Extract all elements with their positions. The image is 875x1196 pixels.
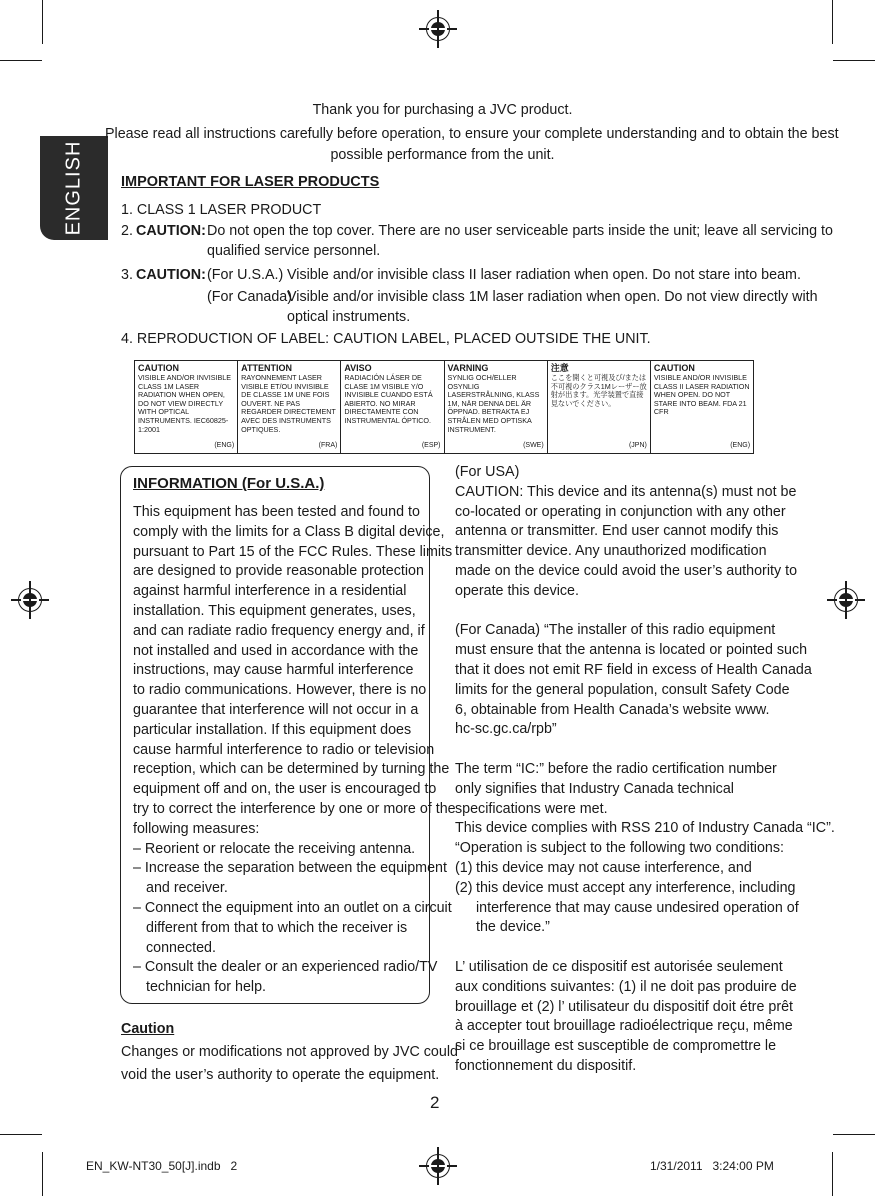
measure-line: – Connect the equipment into an outlet on a circuit <box>133 899 452 916</box>
registration-mark-icon <box>426 17 450 41</box>
info-line: cause harmful interference to radio or television <box>133 741 435 758</box>
right-line: This device complies with RSS 210 of Industry Canada “IC”. <box>455 820 835 837</box>
caution-line-1: Changes or modifications not approved by JVC could <box>121 1044 458 1060</box>
info-line: guarantee that interference will not occur in a <box>133 701 419 718</box>
label-panel-body: RADIACIÓN LÁSER DE CLASE 1M VISIBLE Y/O INVISIBLE CUANDO ESTÁ ABIERTO. NO MIRAR DIRECTAMENTE CON INSTRUMENTAL ÓPTICO. <box>344 373 433 425</box>
label-panel-title: ATTENTION <box>241 363 292 373</box>
label-panel-body: SYNLIG OCH/ELLER OSYNLIG LASERSTRÅLNING, KLASS 1M, NÄR DENNA DEL ÄR ÖPPNAD. BETRAKTA EJ STRÅLEN MED OPTISKA INSTRUMENT. <box>447 373 540 434</box>
right-line: operate this device. <box>455 582 579 599</box>
info-line: instructions, may cause harmful interference <box>133 662 414 679</box>
caution-label: CAUTION: <box>136 223 206 239</box>
condition-line <box>455 879 796 899</box>
right-line: must ensure that the antenna is located or pointed such <box>455 642 808 659</box>
page-number: 2 <box>430 1093 440 1112</box>
crop-mark <box>0 60 42 61</box>
right-column <box>455 463 835 1077</box>
label-panel-tag: (ENG) <box>730 442 751 450</box>
label-panel-body: VISIBLE AND/OR INVISIBLE CLASS II LASER RADIATION WHEN OPEN. DO NOT STARE INTO BEAM. FDA 21 CFR <box>653 373 750 417</box>
info-line: are designed to provide reasonable protection <box>133 563 424 580</box>
laser-canada-text: Visible and/or invisible class 1M laser radiation when open. Do not view directly with <box>287 289 818 305</box>
label-panel-tag: (ESP) <box>421 442 441 450</box>
right-line <box>455 740 775 760</box>
label-panel <box>135 361 238 453</box>
info-line: not installed and used in accordance with the <box>133 642 419 659</box>
right-line: The term “IC:” before the radio certification number <box>455 760 777 777</box>
measure-line: technician for help. <box>146 979 267 996</box>
crop-mark <box>832 1152 833 1196</box>
info-line: equipment off and on, the user is encouraged to <box>133 781 437 798</box>
item-number: 2. <box>121 223 133 239</box>
french-line: brouillage et (2) l’ utilisateur du dispositif doit étre prêt <box>455 998 794 1015</box>
french-line: fonctionnement du dispositif. <box>455 1057 637 1074</box>
crop-mark <box>0 1134 42 1135</box>
caution-label-reproduction <box>134 360 754 454</box>
right-line: co-located or operating in conjunction with any other <box>455 503 786 520</box>
right-line: antenna or transmitter. End user cannot modify this <box>455 523 779 540</box>
label-panel-title: CAUTION <box>138 363 179 373</box>
right-line: 6, obtainable from Health Canada’s website www. <box>455 701 770 718</box>
info-line: to radio communications. However, there is no <box>133 682 427 699</box>
label-panel-title: CAUTION <box>653 363 695 373</box>
info-line: and can radiate radio frequency energy and, if <box>133 622 425 639</box>
caution-heading: Caution <box>121 1021 175 1037</box>
intro-line-2: Please read all instructions carefully before operation, to ensure your complete understanding and to obtain the best <box>105 126 839 142</box>
laser-item-1: 1. CLASS 1 LASER PRODUCT <box>121 202 322 218</box>
french-line: si ce brouillage est susceptible de compromettre le <box>455 1038 777 1055</box>
right-line: only signifies that Industry Canada technical <box>455 780 734 797</box>
crop-mark <box>833 60 875 61</box>
condition-text: the device.” <box>476 919 550 936</box>
registration-mark-icon <box>426 1154 450 1178</box>
condition-text: this device may not cause interference, and <box>476 859 752 876</box>
region-canada: (For Canada) <box>207 289 293 305</box>
label-panel-body: ここを開くと可視及び/または不可視のクラス1Mレーザー放射が出ます。光学装置で直接見ないでください。 <box>550 373 647 408</box>
measure-line: and receiver. <box>146 880 228 897</box>
condition-line <box>455 899 799 919</box>
right-line: made on the device could avoid the user’s authority to <box>455 562 798 579</box>
laser-item-2-text-cont: qualified service personnel. <box>207 243 381 259</box>
laser-canada-text-cont: optical instruments. <box>287 309 411 325</box>
label-panel-tag: (ENG) <box>214 442 235 450</box>
label-panel-body: VISIBLE AND/OR INVISIBLE CLASS 1M LASER RADIATION WHEN OPEN, DO NOT VIEW DIRECTLY WITH OPTICAL INSTRUMENTS. IEC60825-1:2001 <box>138 373 232 434</box>
info-line: pursuant to Part 15 of the FCC Rules. These limits <box>133 543 453 560</box>
french-line: aux conditions suivantes: (1) il ne doit pas produire de <box>455 978 797 995</box>
footer-date: 1/31/2011 3:24:00 PM <box>650 1159 774 1173</box>
label-panel-body: RAYONNEMENT LASER VISIBLE ET/OU INVISIBLE DE CLASSE 1M UNE FOIS OUVERT. NE PAS REGARDER DIRECTEMENT AVEC DES INSTRUMENTS OPTIQUES. <box>241 373 336 434</box>
language-tab <box>40 136 108 240</box>
measure-line: – Reorient or relocate the receiving antenna. <box>133 840 416 857</box>
info-line: following measures: <box>133 820 260 837</box>
condition-line <box>455 918 775 938</box>
label-panel <box>445 361 548 453</box>
info-line: particular installation. If this equipment does <box>133 721 412 738</box>
right-line: that it does not emit RF field in excess of Health Canada <box>455 661 812 678</box>
right-line: hc-sc.gc.ca/rpb” <box>455 721 557 738</box>
crop-mark <box>42 0 43 44</box>
label-panel-title: VARNING <box>447 363 489 373</box>
measure-line: connected. <box>146 939 216 956</box>
right-line: limits for the general population, consult Safety Code <box>455 681 790 698</box>
item-number: 3. <box>121 267 133 283</box>
crop-mark <box>833 1134 875 1135</box>
crop-mark <box>832 0 833 44</box>
info-body <box>133 503 456 998</box>
laser-item-4: 4. REPRODUCTION OF LABEL: CAUTION LABEL, PLACED OUTSIDE THE UNIT. <box>121 331 651 347</box>
right-line: specifications were met. <box>455 800 608 817</box>
right-line: CAUTION: This device and its antenna(s) must not be <box>455 483 797 500</box>
region-usa: (For U.S.A.) <box>207 267 284 283</box>
caution-label: CAUTION: <box>136 267 206 283</box>
registration-mark-icon <box>18 588 42 612</box>
info-heading: INFORMATION (For U.S.A.) <box>133 475 325 492</box>
laser-item-2-text: Do not open the top cover. There are no user serviceable parts inside the unit; leave all servicing to <box>207 223 833 239</box>
info-line: try to correct the interference by one or more of the <box>133 800 456 817</box>
registration-mark-icon <box>834 588 858 612</box>
right-line <box>455 602 775 622</box>
right-line: transmitter device. Any unauthorized modification <box>455 543 767 560</box>
info-line: reception, which can be determined by turning the <box>133 761 450 778</box>
label-panel <box>341 361 444 453</box>
laser-heading: IMPORTANT FOR LASER PRODUCTS <box>121 174 380 190</box>
condition-text: interference that may cause undesired operation of <box>476 899 799 916</box>
condition-number: (2) <box>455 879 473 896</box>
crop-mark <box>42 1152 43 1196</box>
label-panel-tag: (FRA) <box>318 442 338 450</box>
laser-usa-text: Visible and/or invisible class II laser radiation when open. Do not stare into beam. <box>287 267 801 283</box>
spacer <box>455 938 775 958</box>
condition-text: this device must accept any interference, including <box>476 879 796 896</box>
label-panel <box>238 361 341 453</box>
measure-line: different from that to which the receiver is <box>146 919 408 936</box>
info-line: against harmful interference in a residential <box>133 583 407 600</box>
intro-line-3: possible performance from the unit. <box>330 147 555 163</box>
footer-file: EN_KW-NT30_50[J].indb 2 <box>86 1159 238 1173</box>
french-line: L’ utilisation de ce dispositif est autorisée seulement <box>455 958 783 975</box>
label-panel-title: AVISO <box>344 363 372 373</box>
info-line: comply with the limits for a Class B digital device, <box>133 523 445 540</box>
label-panel-title: 注意 <box>550 363 569 373</box>
label-panel-tag: (JPN) <box>628 442 647 450</box>
right-line: (For USA) <box>455 464 520 480</box>
condition-line <box>455 859 775 879</box>
language-tab-label: ENGLISH <box>62 140 85 236</box>
measure-line: – Increase the separation between the equipment <box>133 860 447 877</box>
measure-line: – Consult the dealer or an experienced radio/TV <box>133 959 438 976</box>
french-line: à accepter tout brouillage radioélectrique reçu, même <box>455 1018 793 1035</box>
right-line: (For Canada) “The installer of this radio equipment <box>455 622 776 639</box>
info-line: This equipment has been tested and found to <box>133 504 420 520</box>
label-panel <box>548 361 651 453</box>
caution-line-2: void the user’s authority to operate the equipment. <box>121 1067 440 1083</box>
label-panel-tag: (SWE) <box>523 442 544 450</box>
right-line: “Operation is subject to the following two conditions: <box>455 840 785 857</box>
condition-number: (1) <box>455 859 473 876</box>
intro-line-1: Thank you for purchasing a JVC product. <box>312 102 573 118</box>
label-panel <box>651 361 753 453</box>
info-line: installation. This equipment generates, uses, <box>133 602 416 619</box>
